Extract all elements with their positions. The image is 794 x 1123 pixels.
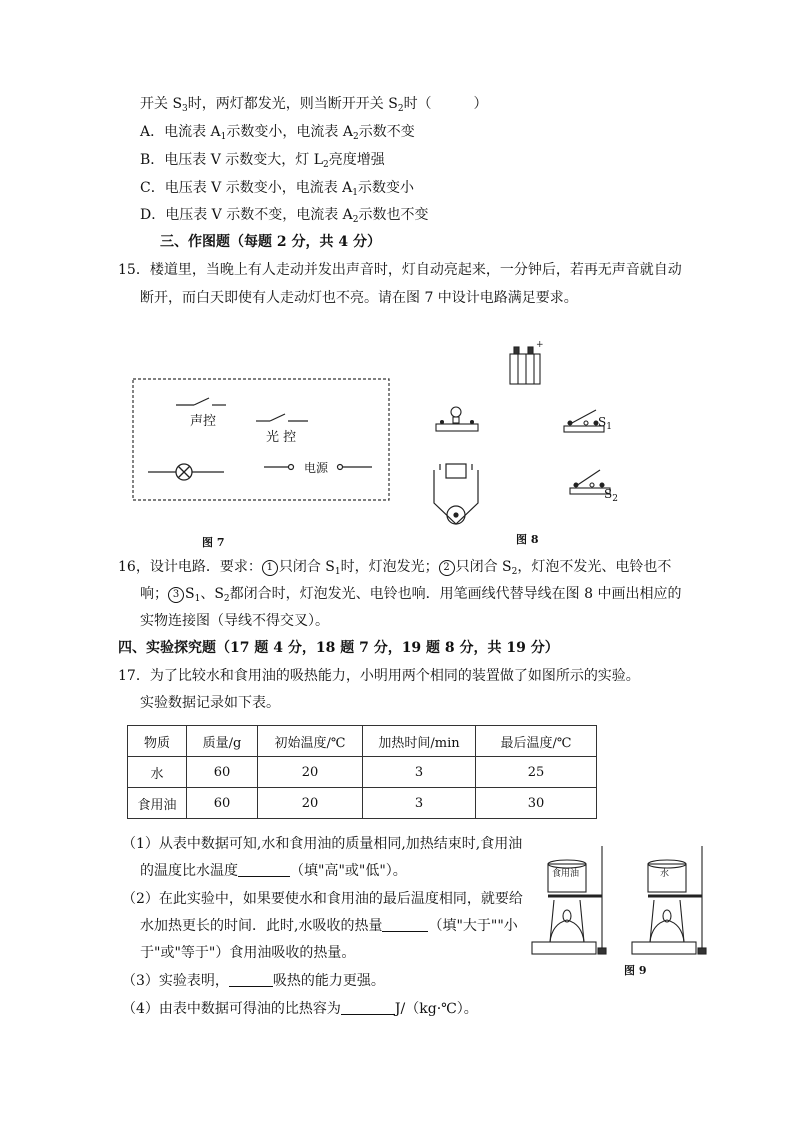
table-cell: 3 (363, 788, 476, 819)
table-cell: 60 (187, 757, 258, 788)
figure-7 (132, 378, 392, 503)
table-cell: 食用油 (128, 788, 187, 819)
q17-part-4: （4）由表中数据可得油的比热容为 J/（kg·℃）。 (122, 1001, 478, 1017)
circle-number-2: 2 (439, 560, 455, 576)
q17-part-2-line-3: 于"或"等于"）食用油吸收的热量。 (140, 945, 356, 961)
svg-text:+: + (536, 340, 544, 350)
lamp-symbol (148, 464, 224, 480)
light-switch-symbol (256, 414, 308, 421)
q15-line-1: 15．楼道里，当晚上有人走动并发出声音时，灯自动亮起来，一分钟后，若再无声音就自动 (118, 262, 682, 278)
figure-8 (420, 338, 650, 538)
circle-number-3: 3 (168, 587, 184, 603)
table-cell: 60 (187, 788, 258, 819)
table-cell: 3 (363, 757, 476, 788)
table-row (128, 788, 597, 819)
figure-8-caption: 图 8 (516, 533, 539, 546)
label-water: 水 (660, 869, 670, 879)
label-power: 电源 (304, 461, 329, 475)
q16-line-2: 响； 3 $S_1$、$S_2$都闭合时，灯泡发光、电铃也响．用笔画线代替导线在图 8 中画出相应的 (140, 586, 682, 604)
q14-option-d: D．电压表 V 示数不变，电流表 $A_2$示数也不变 (140, 207, 429, 225)
q17-part-1-line-1: （1）从表中数据可知,水和食用油的质量相同,加热结束时,食用油 (122, 836, 523, 852)
sound-switch-symbol (176, 398, 226, 405)
q14-option-c: C．电压表 V 示数变小，电流表 $A_1$示数变小 (140, 180, 415, 198)
q17-part-2-line-2: 水加热更长的时间．此时,水吸收的热量 （填"大于""小 (140, 918, 518, 934)
q16-line-3: 实物连接图（导线不得交叉）。 (140, 613, 329, 629)
q14-stem: 开关 $S_3$时，两灯都发光，则当断开开关 $S_2$时（ ） (140, 96, 488, 114)
q16-line-1: 16，设计电路．要求： 1 只闭合 $S_1$时，灯泡发光； 2 只闭合 $S_2$，灯泡不发光、电铃也不 (118, 559, 672, 577)
table-header: 物质 (128, 726, 187, 757)
table-header: 质量/g (187, 726, 258, 757)
table-header: 最后温度/℃ (476, 726, 597, 757)
table-header: 初始温度/℃ (258, 726, 363, 757)
answer-blank[interactable] (382, 917, 428, 932)
q15-line-2: 断开，而白天即使有人走动灯也不亮。请在图 7 中设计电路满足要求。 (140, 290, 578, 306)
bell-icon (434, 464, 478, 524)
water-apparatus-icon (632, 846, 706, 954)
table-cell: 20 (258, 757, 363, 788)
figure-9 (528, 842, 724, 960)
circle-number-1: 1 (262, 560, 278, 576)
label-light-control: 光 控 (266, 430, 297, 445)
section-4-title: 四、实验探究题（17 题 4 分，18 题 7 分，19 题 8 分，共 19 分） (118, 640, 559, 656)
answer-blank[interactable] (341, 1000, 395, 1015)
table-row (128, 757, 597, 788)
q17-part-1-line-2: 的温度比水温度 （填"高"或"低"）。 (140, 863, 407, 879)
section-3-title: 三、作图题（每题 2 分，共 4 分） (160, 234, 381, 250)
label-s1: $S_1$ (598, 415, 612, 432)
q17-part-2-line-1: （2）在此实验中，如果要使水和食用油的最后温度相同，就要给 (122, 891, 523, 907)
table-header-row (128, 726, 597, 757)
label-sound-control: 声控 (190, 414, 217, 429)
data-table (127, 725, 597, 819)
q14-option-a: A．电流表 $A_1$示数变小，电流表 $A_2$示数不变 (140, 124, 415, 142)
figure-9-caption: 图 9 (624, 964, 647, 977)
label-s2: $S_2$ (604, 487, 618, 504)
bulb-icon (436, 407, 478, 431)
answer-blank[interactable] (229, 972, 273, 987)
label-cooking-oil: 食用油 (552, 869, 580, 879)
figure-7-caption: 图 7 (202, 536, 225, 549)
q17-part-3: （3）实验表明， 吸热的能力更强。 (122, 973, 385, 989)
q17-line-2: 实验数据记录如下表。 (140, 695, 280, 711)
answer-blank[interactable] (238, 862, 290, 877)
q17-line-1: 17．为了比较水和食用油的吸热能力，小明用两个相同的装置做了如图所示的实验。 (118, 668, 640, 684)
oil-apparatus-icon (532, 846, 606, 954)
battery-icon (510, 340, 544, 384)
table-cell: 25 (476, 757, 597, 788)
table-cell: 30 (476, 788, 597, 819)
q14-option-b: B．电压表 V 示数变大，灯 $L_2$亮度增强 (140, 152, 385, 170)
table-header: 加热时间/min (363, 726, 476, 757)
table-cell: 水 (128, 757, 187, 788)
table-cell: 20 (258, 788, 363, 819)
